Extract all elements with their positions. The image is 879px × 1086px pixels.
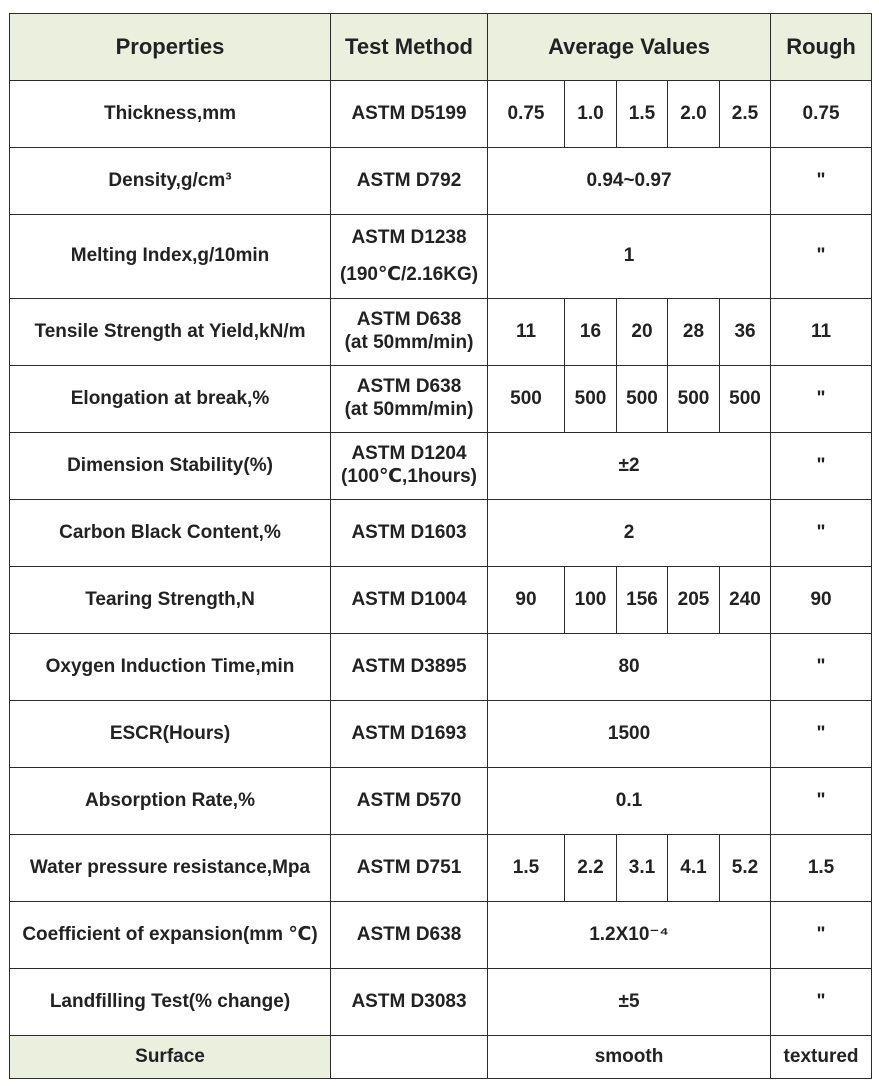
value-cell: 16 bbox=[565, 299, 617, 366]
table-row bbox=[10, 148, 872, 215]
value-cell: 500 bbox=[488, 366, 565, 433]
property-cell: Density,g/cm³ bbox=[10, 148, 331, 215]
test-method-line: ASTM D792 bbox=[356, 169, 462, 191]
value-cell: 11 bbox=[488, 299, 565, 366]
table-row bbox=[10, 701, 872, 768]
test-method-line: ASTM D3895 bbox=[351, 655, 467, 677]
test-method-cell bbox=[331, 969, 488, 1036]
value-cell: 156 bbox=[617, 567, 668, 634]
value-cell: 20 bbox=[617, 299, 668, 366]
table-row bbox=[10, 835, 872, 902]
header-test-method: Test Method bbox=[331, 14, 488, 81]
surface-label: Surface bbox=[10, 1036, 331, 1079]
surface-method bbox=[331, 1036, 488, 1079]
value-cell: 205 bbox=[668, 567, 720, 634]
value-cell: 1.5 bbox=[617, 81, 668, 148]
test-method-cell bbox=[331, 768, 488, 835]
property-cell: Water pressure resistance,Mpa bbox=[10, 835, 331, 902]
surface-textured: textured bbox=[771, 1036, 872, 1079]
test-method-line: ASTM D1238 bbox=[351, 226, 467, 248]
test-method-line: ASTM D1693 bbox=[351, 722, 467, 744]
value-cell: 4.1 bbox=[668, 835, 720, 902]
rough-cell: 0.75 bbox=[771, 81, 872, 148]
property-cell: Landfilling Test(% change) bbox=[10, 969, 331, 1036]
table-row bbox=[10, 433, 872, 500]
surface-smooth: smooth bbox=[488, 1036, 771, 1079]
header-average-values: Average Values bbox=[488, 14, 771, 81]
rough-cell: 90 bbox=[771, 567, 872, 634]
table-row bbox=[10, 299, 872, 366]
property-cell: Absorption Rate,% bbox=[10, 768, 331, 835]
value-cell: 500 bbox=[565, 366, 617, 433]
test-method-line: ASTM D1204 bbox=[351, 443, 467, 465]
test-method-line: ASTM D3083 bbox=[351, 990, 467, 1012]
table-row bbox=[10, 634, 872, 701]
value-cell: 0.1 bbox=[488, 768, 771, 835]
value-cell: ±2 bbox=[488, 433, 771, 500]
property-cell: Tensile Strength at Yield,kN/m bbox=[10, 299, 331, 366]
test-method-line: ASTM D638 bbox=[356, 376, 462, 398]
test-method-cell bbox=[331, 634, 488, 701]
rough-cell: " bbox=[771, 768, 872, 835]
rough-cell: 11 bbox=[771, 299, 872, 366]
value-cell: 28 bbox=[668, 299, 720, 366]
rough-cell: " bbox=[771, 701, 872, 768]
table-row bbox=[10, 81, 872, 148]
value-cell: 1.0 bbox=[565, 81, 617, 148]
table-row bbox=[10, 567, 872, 634]
rough-cell: " bbox=[771, 500, 872, 567]
table-row bbox=[10, 215, 872, 299]
table-body bbox=[10, 14, 872, 1079]
property-cell: Elongation at break,% bbox=[10, 366, 331, 433]
property-cell: Dimension Stability(%) bbox=[10, 433, 331, 500]
table-row bbox=[10, 500, 872, 567]
test-method-line: ASTM D638 bbox=[356, 309, 462, 331]
test-method-condition: (100℃,1hours) bbox=[341, 466, 477, 487]
test-method-cell bbox=[331, 835, 488, 902]
property-cell: Melting Index,g/10min bbox=[10, 215, 331, 299]
value-cell: 3.1 bbox=[617, 835, 668, 902]
value-cell: 0.75 bbox=[488, 81, 565, 148]
properties-table bbox=[9, 13, 872, 1079]
value-cell: 80 bbox=[488, 634, 771, 701]
test-method-condition: (at 50mm/min) bbox=[344, 332, 474, 353]
test-method-condition: (at 50mm/min) bbox=[344, 399, 474, 420]
value-cell: 1 bbox=[488, 215, 771, 299]
value-cell: 500 bbox=[617, 366, 668, 433]
test-method-line: ASTM D1004 bbox=[351, 588, 467, 610]
value-cell: 2.2 bbox=[565, 835, 617, 902]
test-method-cell bbox=[331, 366, 488, 433]
rough-cell: " bbox=[771, 433, 872, 500]
value-cell: 2.0 bbox=[668, 81, 720, 148]
property-cell: Coefficient of expansion(mm ℃) bbox=[10, 902, 331, 969]
property-cell: Carbon Black Content,% bbox=[10, 500, 331, 567]
test-method-line: ASTM D1603 bbox=[351, 521, 467, 543]
value-cell: 2.5 bbox=[720, 81, 771, 148]
test-method-cell bbox=[331, 500, 488, 567]
test-method-cell bbox=[331, 567, 488, 634]
rough-cell: " bbox=[771, 215, 872, 299]
header-properties: Properties bbox=[10, 14, 331, 81]
rough-cell: " bbox=[771, 366, 872, 433]
value-cell: 1.5 bbox=[488, 835, 565, 902]
test-method-cell bbox=[331, 902, 488, 969]
value-cell: 2 bbox=[488, 500, 771, 567]
table-row bbox=[10, 969, 872, 1036]
property-cell: Thickness,mm bbox=[10, 81, 331, 148]
property-cell: Tearing Strength,N bbox=[10, 567, 331, 634]
test-method-cell bbox=[331, 701, 488, 768]
value-cell: 5.2 bbox=[720, 835, 771, 902]
test-method-cell bbox=[331, 215, 488, 299]
test-method-line: ASTM D570 bbox=[356, 789, 462, 811]
header-rough: Rough bbox=[771, 14, 872, 81]
value-cell: ±5 bbox=[488, 969, 771, 1036]
value-cell: 1500 bbox=[488, 701, 771, 768]
rough-cell: " bbox=[771, 634, 872, 701]
value-cell: 90 bbox=[488, 567, 565, 634]
value-cell: 500 bbox=[720, 366, 771, 433]
table-row bbox=[10, 768, 872, 835]
test-method-line: ASTM D751 bbox=[356, 856, 462, 878]
test-method-cell bbox=[331, 81, 488, 148]
test-method-condition: (190℃/2.16KG) bbox=[339, 263, 479, 285]
value-cell: 500 bbox=[668, 366, 720, 433]
value-cell: 1.2X10⁻⁴ bbox=[488, 902, 771, 969]
value-cell: 0.94~0.97 bbox=[488, 148, 771, 215]
value-cell: 100 bbox=[565, 567, 617, 634]
test-method-line: ASTM D638 bbox=[356, 923, 462, 945]
table-row bbox=[10, 366, 872, 433]
table-row bbox=[10, 902, 872, 969]
rough-cell: " bbox=[771, 148, 872, 215]
test-method-cell bbox=[331, 148, 488, 215]
rough-cell: " bbox=[771, 969, 872, 1036]
test-method-cell bbox=[331, 433, 488, 500]
rough-cell: 1.5 bbox=[771, 835, 872, 902]
property-cell: Oxygen Induction Time,min bbox=[10, 634, 331, 701]
rough-cell: " bbox=[771, 902, 872, 969]
surface-row bbox=[10, 1036, 872, 1079]
value-cell: 36 bbox=[720, 299, 771, 366]
test-method-line: ASTM D5199 bbox=[351, 102, 467, 124]
value-cell: 240 bbox=[720, 567, 771, 634]
test-method-cell bbox=[331, 299, 488, 366]
property-cell: ESCR(Hours) bbox=[10, 701, 331, 768]
header-row bbox=[10, 14, 872, 81]
